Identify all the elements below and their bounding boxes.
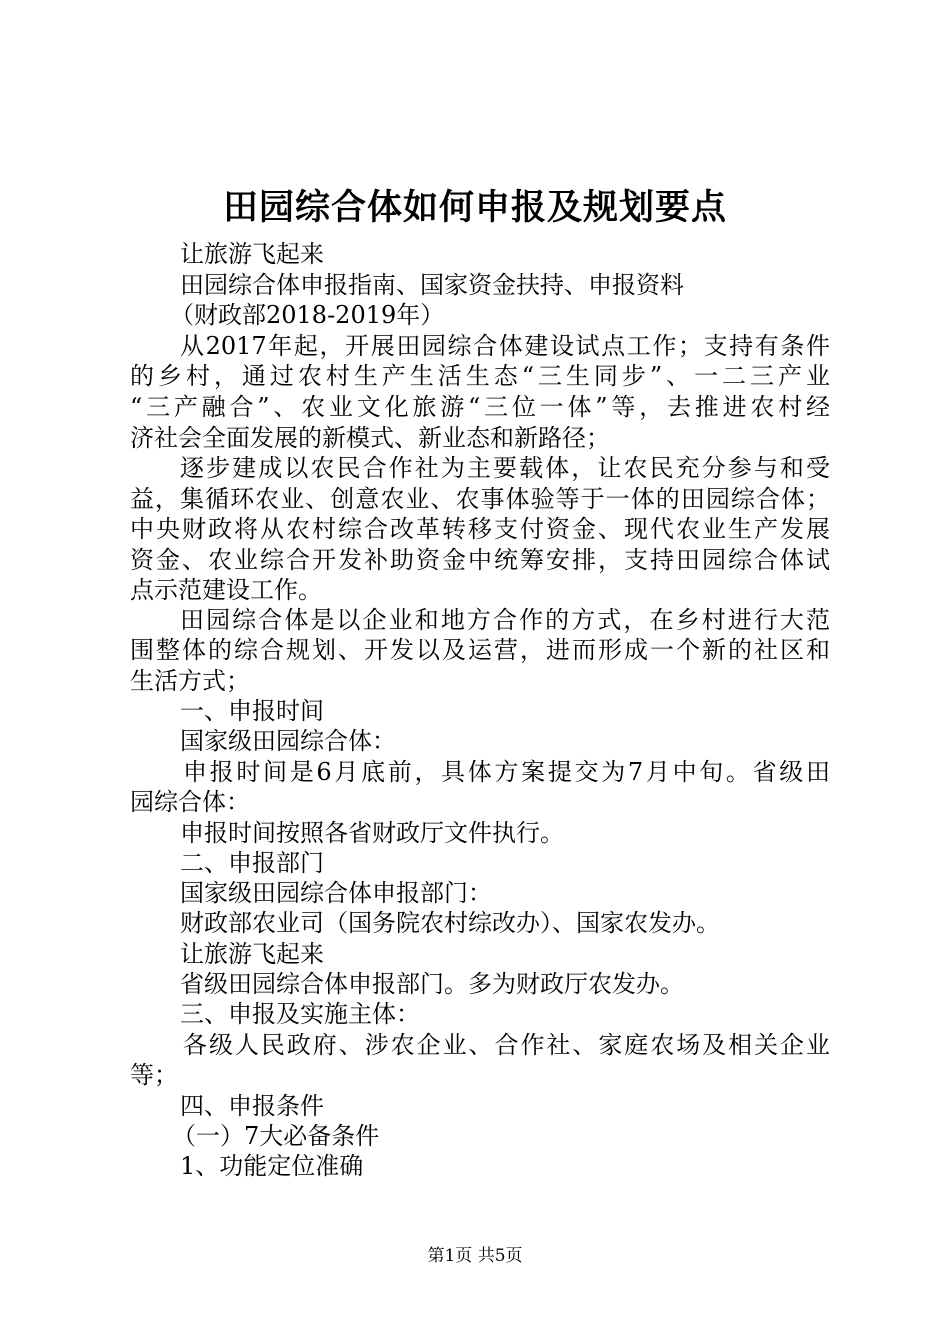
text-line: 围整体的综合规划、开发以及运营，进而形成一个新的社区和 [130, 636, 830, 664]
text-line: 省级田园综合体申报部门。多为财政厅农发办。 [180, 970, 684, 998]
text-line: 1、功能定位准确 [180, 1152, 364, 1180]
text-line: 点示范建设工作。 [130, 576, 322, 604]
subsection-heading: （一）7大必备条件 [172, 1122, 380, 1150]
text-line: 申报时间是6月底前，具体方案提交为7月中旬。省级田 [183, 758, 830, 786]
text-line: 逐步建成以农民合作社为主要载体，让农民充分参与和受 [180, 454, 830, 482]
text-line: 中央财政将从农村综合改革转移支付资金、现代农业生产发展 [130, 515, 830, 543]
text-line: （财政部2018-2019年） [170, 301, 445, 329]
text-line: 申报时间按照各省财政厅文件执行。 [180, 819, 564, 847]
text-line: 田园综合体是以企业和地方合作的方式，在乡村进行大范 [180, 606, 830, 634]
text-line: 的乡村，通过农村生产生活生态“三生同步”、一二三产业 [130, 362, 830, 390]
section-heading: 二、申报部门 [180, 849, 324, 877]
text-line: “三产融合”、农业文化旅游“三位一体”等，去推进农村经 [130, 393, 830, 421]
page-title: 田园综合体如何申报及规划要点 [222, 187, 727, 228]
text-line: 让旅游飞起来 [180, 940, 324, 968]
text-line: 各级人民政府、涉农企业、合作社、家庭农场及相关企业 [183, 1031, 830, 1059]
text-line: 生活方式； [130, 667, 250, 695]
text-line: 国家级田园综合体： [180, 727, 396, 755]
text-line: 等； [130, 1061, 178, 1089]
text-line: 益，集循环农业、创意农业、农事体验等于一体的田园综合体； [130, 485, 830, 513]
text-line: 济社会全面发展的新模式、新业态和新路径； [130, 424, 610, 452]
section-heading: 一、申报时间 [180, 697, 324, 725]
text-line: 国家级田园综合体申报部门： [180, 879, 492, 907]
page-number-footer: 第1页 共5页 [427, 1246, 523, 1266]
section-heading: 三、申报及实施主体： [180, 1000, 420, 1028]
text-line: 资金、农业综合开发补助资金中统筹安排，支持田园综合体试 [130, 546, 830, 574]
text-line: 财政部农业司（国务院农村综改办）、国家农发办。 [180, 909, 720, 937]
text-line: 让旅游飞起来 [180, 240, 324, 268]
text-line: 田园综合体申报指南、国家资金扶持、申报资料 [180, 271, 684, 299]
text-line: 从2017年起，开展田园综合体建设试点工作；支持有条件 [180, 332, 830, 360]
section-heading: 四、申报条件 [180, 1092, 324, 1120]
text-line: 园综合体： [130, 788, 250, 816]
